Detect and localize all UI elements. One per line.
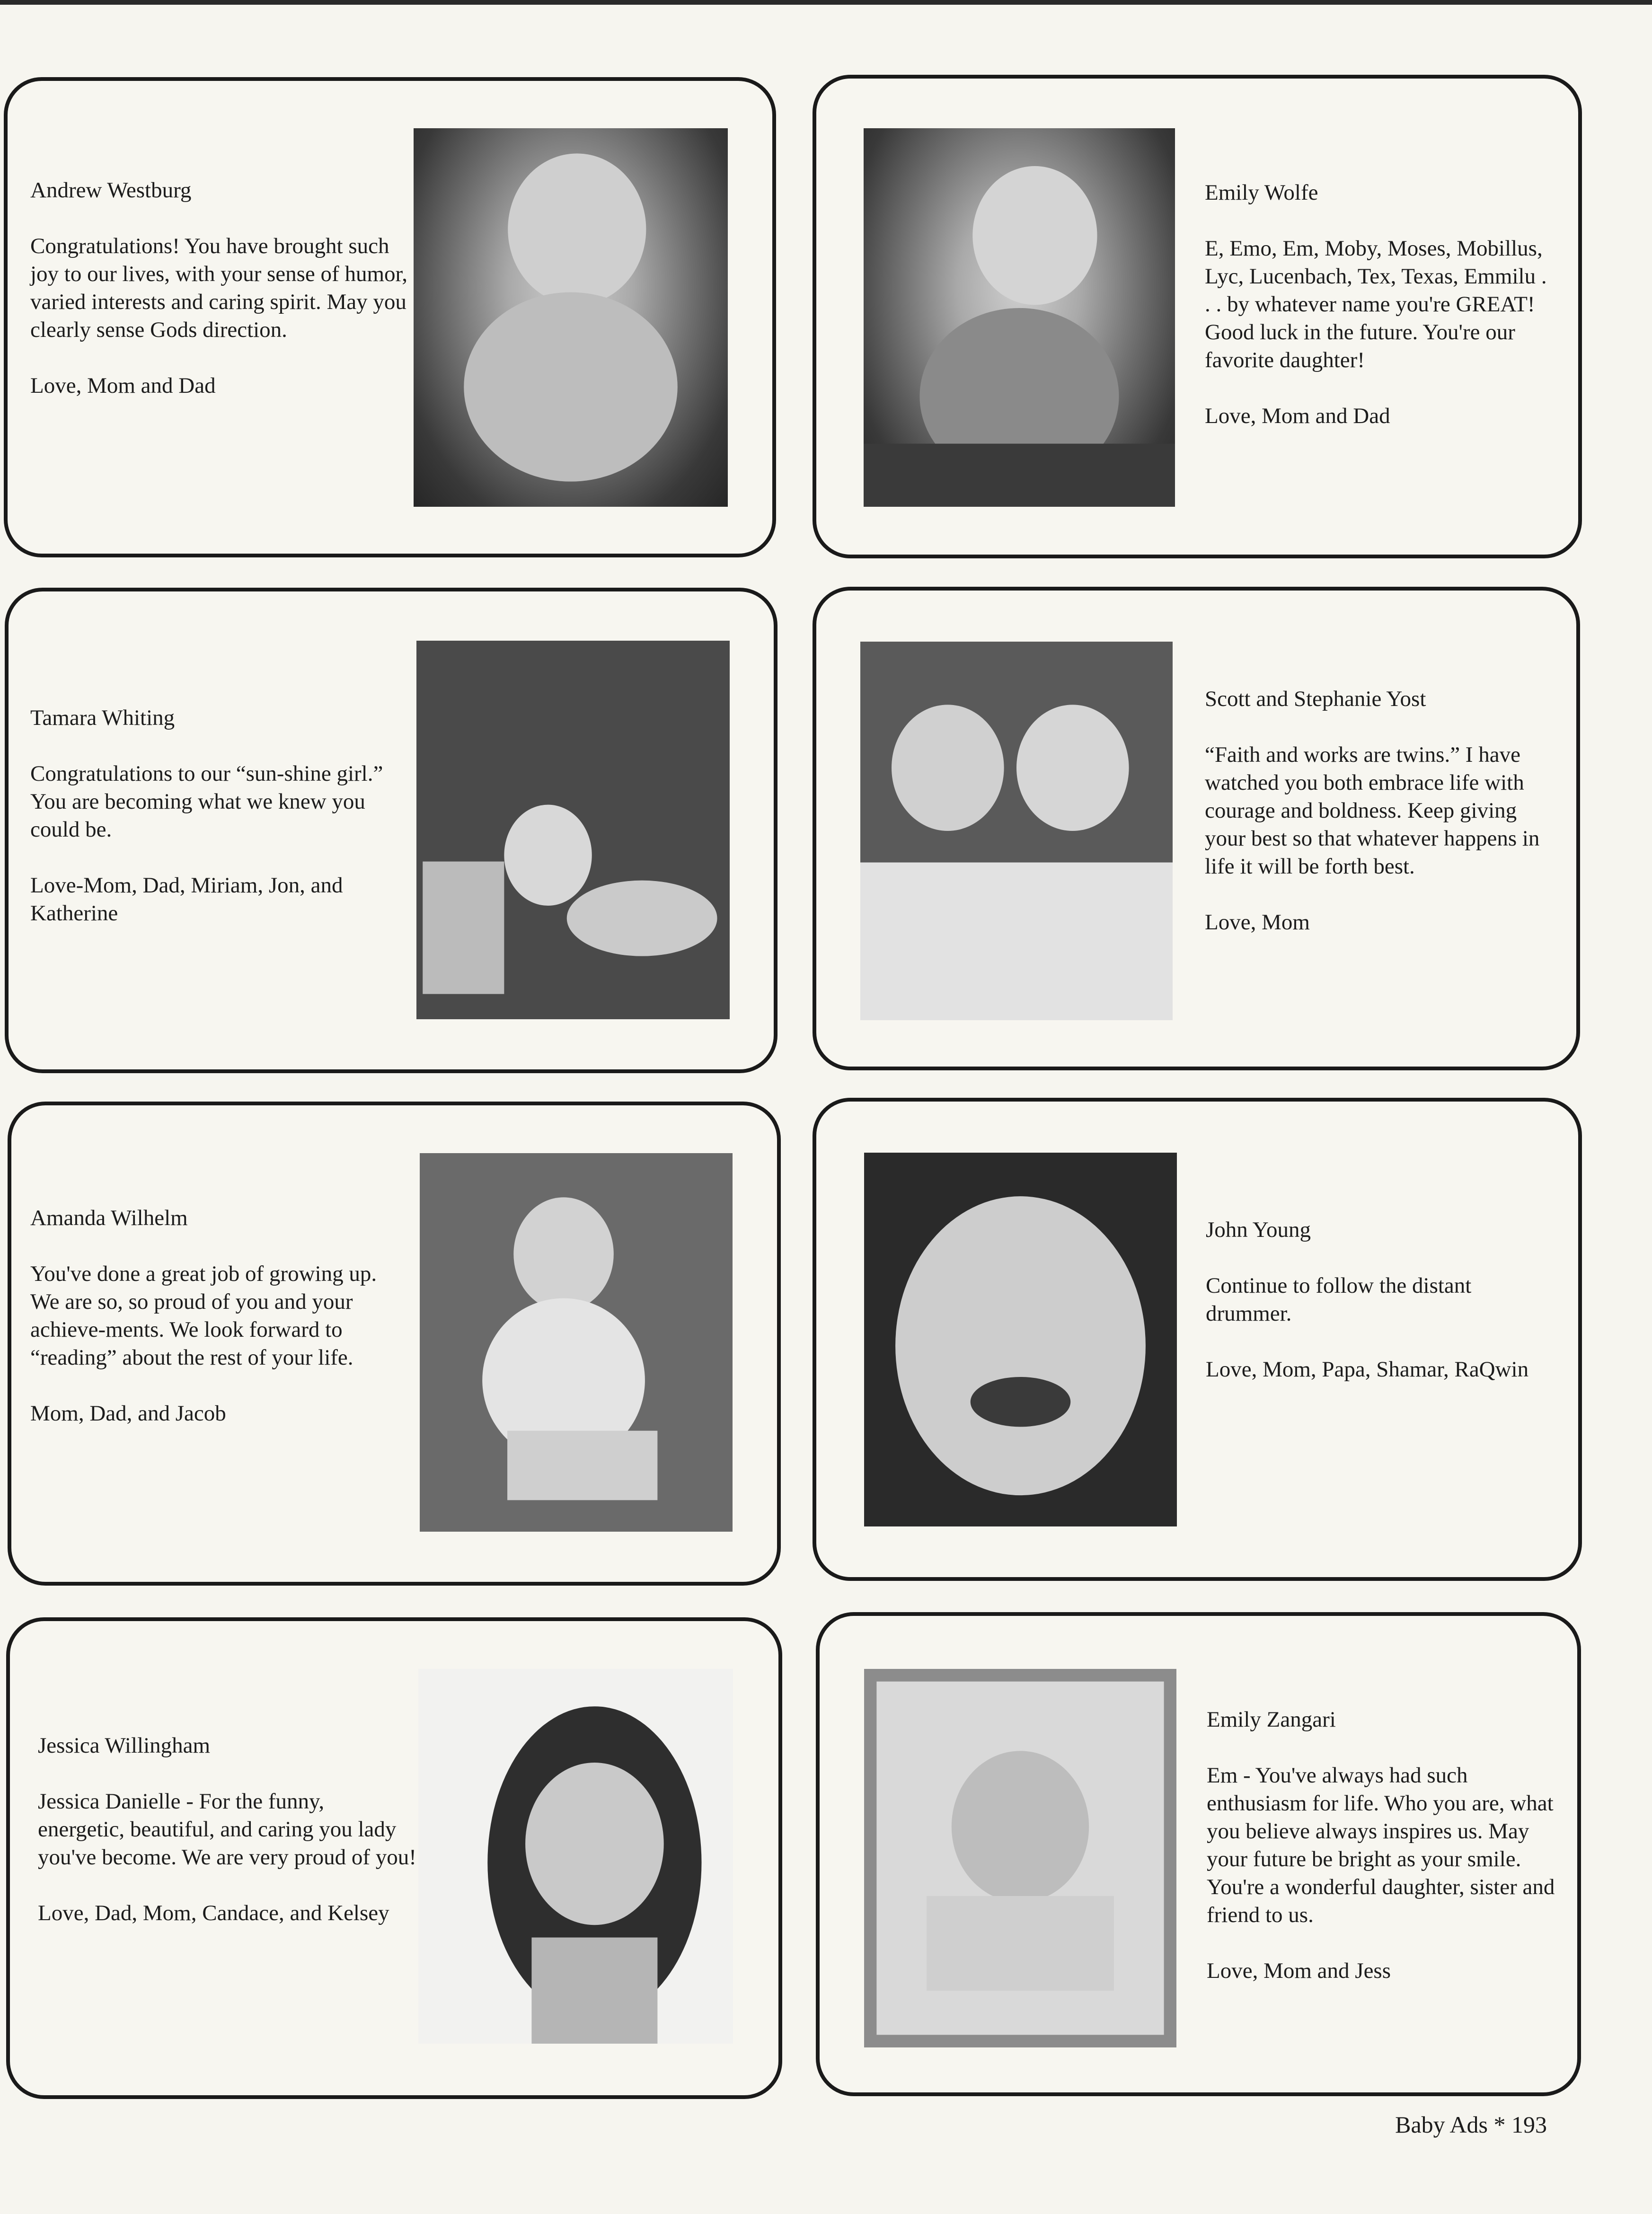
ad-name: Tamara Whiting (30, 706, 175, 730)
ad-message: You've done a great job of growing up. We are so, so proud of you and your achieve-ments. We look forward to “reading” about the rest of your life. (30, 1261, 377, 1370)
ad-signature: Love, Dad, Mom, Candace, and Kelsey (38, 1901, 389, 1925)
ad-message: Continue to follow the distant drummer. (1206, 1273, 1472, 1326)
baby-photo (860, 642, 1173, 1020)
ad-name: Emily Zangari (1207, 1707, 1336, 1732)
ad-signature: Love, Mom, Papa, Shamar, RaQwin (1206, 1357, 1529, 1382)
page-top-edge (0, 0, 1652, 5)
ad-name: Scott and Stephanie Yost (1205, 687, 1426, 711)
girl-photo (418, 1669, 733, 2044)
ad-name: John Young (1206, 1217, 1311, 1242)
baby-photo (420, 1153, 733, 1532)
ad-message: Jessica Danielle - For the funny, energetic, beautiful, and caring you lady you've become. We are very proud of you! (38, 1789, 416, 1870)
baby-photo (864, 1669, 1176, 2047)
ad-name: Jessica Willingham (38, 1733, 211, 1758)
ad-text-block (1207, 1706, 1566, 1985)
ad-name: Amanda Wilhelm (30, 1206, 188, 1230)
ad-text-block (1206, 1216, 1546, 1384)
ad-signature: Love, Mom (1205, 910, 1310, 935)
ad-text-block (1205, 179, 1550, 430)
ad-message: Em - You've always had such enthusiasm for life. Who you are, what you believe always inspires us. May your future be bright as your smile. You're a wonderful daughter, sister and friend to us. (1207, 1763, 1555, 1927)
ad-name: Andrew Westburg (30, 178, 192, 203)
ad-text-block (38, 1732, 416, 1927)
ad-message: “Faith and works are twins.” I have watched you both embrace life with courage and boldness. Keep giving your best so that whatever happens in life it will be forth best. (1205, 742, 1540, 879)
page-footer: Baby Ads * 193 (1395, 2111, 1547, 2138)
baby-photo (416, 641, 730, 1019)
baby-photo (864, 128, 1175, 507)
baby-photo (414, 128, 728, 507)
ad-signature: Love-Mom, Dad, Miriam, Jon, and Katherine (30, 873, 343, 926)
ad-signature: Love, Mom and Dad (1205, 404, 1390, 428)
ad-text-block (30, 176, 409, 400)
ad-message: Congratulations to our “sun-shine girl.” You are becoming what we knew you could be. (30, 761, 383, 842)
ad-text-block (1205, 685, 1555, 936)
ad-signature: Love, Mom and Jess (1207, 1958, 1391, 1983)
ad-name: Emily Wolfe (1205, 180, 1318, 205)
ad-message: Congratulations! You have brought such joy to our lives, with your sense of humor, varied interests and caring spirit. May you clearly sense Gods direction. (30, 234, 408, 342)
ad-message: E, Emo, Em, Moby, Moses, Mobillus, Lyc, Lucenbach, Tex, Texas, Emmilu . . . by whatever name you're GREAT! Good luck in the future. You're our favorite daughter! (1205, 236, 1547, 372)
baby-photo (864, 1153, 1177, 1526)
ad-signature: Mom, Dad, and Jacob (30, 1401, 226, 1426)
ad-text-block (30, 704, 409, 927)
ad-text-block (30, 1204, 409, 1428)
ad-signature: Love, Mom and Dad (30, 373, 216, 398)
